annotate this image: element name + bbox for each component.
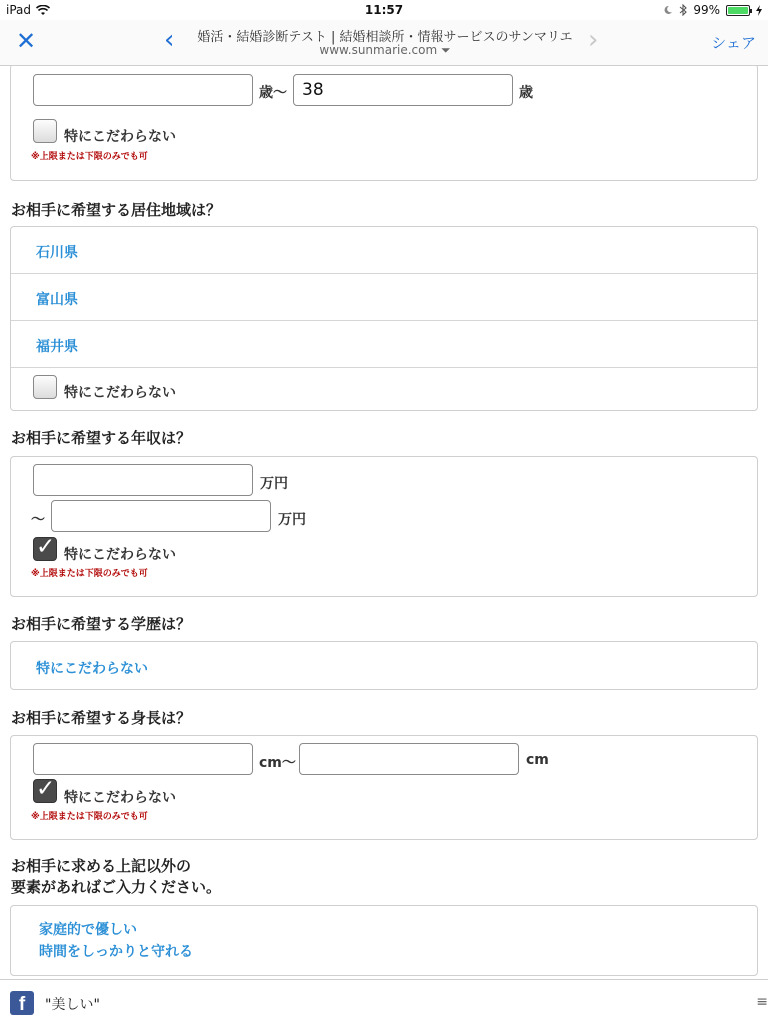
forward-icon[interactable]: › bbox=[588, 25, 599, 55]
income-section bbox=[10, 456, 758, 597]
other-question-line1: お相手に求める上記以外の bbox=[11, 857, 192, 875]
height-max-input[interactable] bbox=[299, 743, 519, 775]
region-item-label: 福井県 bbox=[36, 339, 78, 355]
region-item-label: 石川県 bbox=[36, 245, 78, 261]
height-unit-to: cm bbox=[526, 752, 549, 768]
height-no-pref-checkbox[interactable] bbox=[33, 779, 57, 803]
device-label: iPad bbox=[6, 3, 32, 17]
bluetooth-icon bbox=[679, 4, 687, 16]
income-min-input[interactable] bbox=[33, 464, 253, 496]
bottom-share-bar bbox=[0, 979, 768, 1024]
age-no-pref-label: 特にこだわらない bbox=[64, 129, 176, 145]
income-question: お相手に希望する年収は？ bbox=[11, 429, 192, 447]
other-text-line2: 時間をしっかりと守れる bbox=[39, 944, 193, 960]
region-item[interactable] bbox=[11, 321, 757, 368]
region-section bbox=[10, 226, 758, 411]
facebook-icon[interactable]: f bbox=[10, 991, 34, 1015]
income-tilde: 〜 bbox=[31, 512, 45, 528]
education-question: お相手に希望する学歴は？ bbox=[11, 615, 192, 633]
clock: 11:57 bbox=[364, 3, 404, 17]
income-note: ※上限または下限のみでも可 bbox=[31, 569, 148, 579]
status-right bbox=[663, 3, 762, 17]
age-note: ※上限または下限のみでも可 bbox=[31, 152, 148, 162]
height-note: ※上限または下限のみでも可 bbox=[31, 812, 148, 822]
age-max-input[interactable]: 38 bbox=[293, 74, 513, 106]
height-section bbox=[10, 735, 758, 840]
region-question: お相手に希望する居住地域は？ bbox=[11, 201, 222, 219]
battery-icon bbox=[726, 5, 750, 16]
charging-icon bbox=[756, 5, 762, 16]
other-textarea[interactable] bbox=[10, 905, 758, 976]
browser-nav-bar bbox=[0, 20, 768, 66]
battery-percent: 99% bbox=[693, 3, 720, 17]
moon-icon bbox=[663, 5, 673, 15]
height-no-pref-label: 特にこだわらない bbox=[64, 790, 176, 806]
battery-fill bbox=[728, 7, 748, 14]
income-no-pref-label: 特にこだわらない bbox=[64, 547, 176, 563]
back-icon[interactable]: ‹ bbox=[164, 25, 175, 55]
menu-icon[interactable]: ≡ bbox=[756, 994, 768, 1010]
age-unit-to: 歳 bbox=[519, 85, 533, 101]
highlighted-word: "美しい" bbox=[45, 997, 100, 1013]
url-display[interactable]: www.sunmarie.com ⏷ bbox=[319, 43, 451, 57]
income-max-input[interactable] bbox=[51, 500, 271, 532]
age-unit-from: 歳〜 bbox=[259, 85, 287, 101]
region-item-label: 富山県 bbox=[36, 292, 78, 308]
income-unit2: 万円 bbox=[278, 512, 306, 528]
age-no-pref-checkbox[interactable] bbox=[33, 119, 57, 143]
height-min-input[interactable] bbox=[33, 743, 253, 775]
height-question: お相手に希望する身長は？ bbox=[11, 709, 192, 727]
other-text-line1: 家庭的で優しい bbox=[39, 922, 137, 938]
status-bar bbox=[0, 0, 768, 20]
region-no-pref-label: 特にこだわらない bbox=[64, 385, 176, 401]
age-min-input[interactable] bbox=[33, 74, 253, 106]
region-item[interactable] bbox=[11, 274, 757, 321]
education-section[interactable] bbox=[10, 641, 758, 690]
region-item[interactable] bbox=[11, 227, 757, 274]
page-title: 婚活・結婚診断テスト | 結婚相談所・情報サービスのサンマリエ bbox=[197, 30, 573, 45]
page-content[interactable] bbox=[0, 66, 768, 979]
region-no-pref-checkbox[interactable] bbox=[33, 375, 57, 399]
education-value: 特にこだわらない bbox=[36, 661, 148, 677]
share-button[interactable]: シェア bbox=[711, 34, 756, 52]
income-unit: 万円 bbox=[260, 476, 288, 492]
other-question-line2: 要素があればご入力ください。 bbox=[11, 878, 222, 896]
age-section bbox=[10, 66, 758, 181]
close-icon[interactable]: ✕ bbox=[16, 27, 37, 55]
height-unit-from: cm〜 bbox=[259, 755, 296, 771]
income-no-pref-checkbox[interactable] bbox=[33, 537, 57, 561]
